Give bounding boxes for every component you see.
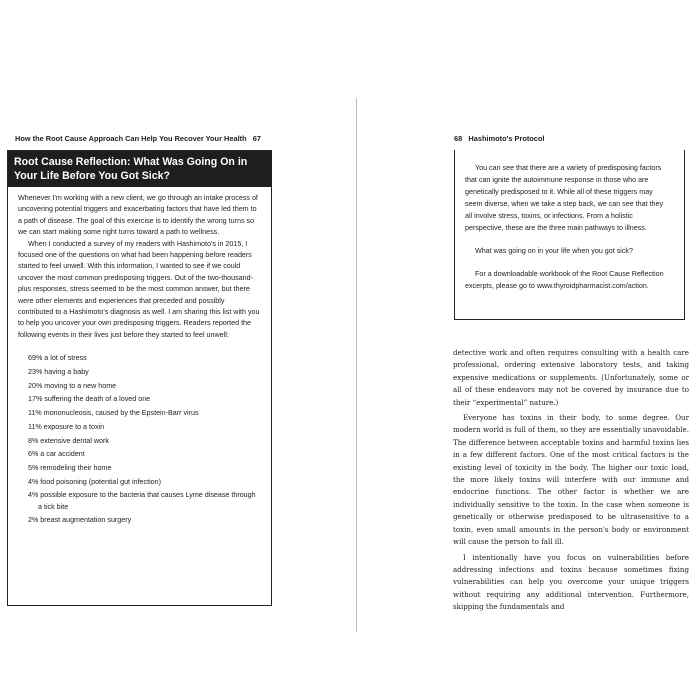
- left-running-head-title: How the Root Cause Approach Can Help You Recover Your Health: [14, 134, 247, 143]
- left-running-head: [15, 134, 261, 143]
- body-paragraph: I intentionally have you focus on vulnerabilities before addressing infections and toxins because sometimes fixing vulnerabilities can help you overcome your unique triggers without requiring any additional intervention. Furthermore, skipping the fundamentals and: [453, 552, 689, 612]
- right-page-number: 68: [454, 134, 463, 143]
- box-paragraph: For a downloadable workbook of the Root Cause Reflection excerpts, please go to www.thyroidpharmacist.com/action.: [465, 270, 664, 290]
- box-body: [8, 187, 271, 526]
- trigger-stats-list: [28, 353, 261, 526]
- list-item: 8% extensive dental work: [28, 436, 109, 445]
- list-item: 11% exposure to a toxin: [28, 422, 105, 431]
- list-item: 20% moving to a new home: [28, 381, 117, 390]
- list-item: 2% breast augmentation surgery: [28, 516, 132, 525]
- list-item: 23% having a baby: [28, 367, 89, 376]
- list-item: 6% a car accident: [28, 450, 85, 459]
- left-page-number: 67: [252, 134, 261, 143]
- right-running-head-title: Hashimoto's Protocol: [468, 134, 545, 143]
- root-cause-reflection-box: [7, 150, 272, 606]
- body-paragraph: Everyone has toxins in their body, to some degree. Our modern world is full of them, so they are essentially unavoidable. The difference between acceptable toxins and harmful toxins lies in a few different factors. One of the most critical factors is the existing level of toxicity in the body. The higher our toxic load, the more likely toxins will interfere with our immune and endocrine functions. The other factor is whether we are individually sensitive to the toxin. In the case when someone is genetically or otherwise predisposed to be ultrasensitive to a toxin, even small amounts in the person's body or environment will cause the person to fall ill.: [453, 413, 689, 547]
- box-title: Root Cause Reflection: What Was Going On in Your Life Before You Got Sick?: [8, 151, 271, 187]
- body-paragraph: detective work and often requires consulting with a health care professional, ordering extensive laboratory tests, and taking expensive medications or supplements. (Unfortunately, some or all of these endeavors may not be covered by insurance due to their “experimental” nature.): [453, 348, 689, 407]
- right-body-text: [453, 347, 689, 614]
- box-paragraph: Whenever I'm working with a new client, we go through an intake process of uncovering potential triggers and exacerbating factors that have led them to a path of disease. The goal of this exercise is to identify the wrong turns so we can start making some right turns toward a path to wellness.: [18, 194, 258, 237]
- box-paragraph: What was going on in your life when you got sick?: [475, 247, 633, 255]
- right-running-head: [454, 134, 545, 143]
- list-item: 4% possible exposure to the bacteria that causes Lyme disease through a tick bite: [28, 491, 256, 511]
- list-item: 11% mononucleosis, caused by the Epstein-Barr virus: [28, 409, 199, 418]
- box-paragraph: You can see that there are a variety of predisposing factors that can ignite the autoimmune response in those who are genetically predisposed to it. While all of these triggers may seem diverse, when we take a step back, we can see that they all involve stress, toxins, or infections. From a holistic perspective, these are the three main pathways to illness.: [465, 164, 664, 232]
- list-item: 5% remodeling their home: [28, 463, 112, 472]
- list-item: 4% food poisoning (potential gut infection): [28, 477, 161, 486]
- box-paragraph: When I conducted a survey of my readers with Hashimoto's in 2015, I focused one of the questions on what had been happening before readers started to feel unwell. With this information, I wanted to see if we could uncover the most common predisposing triggers. Out of the two-thousand-plus responses, stress seemed to be the most common answer, but there were other elements and experiences that preceded and possibly contributed to a Hashimoto's diagnosis as well. I am sharing this list with you to help you uncover your own predisposing triggers. Readers reported the following events in their lives just before they started to feel unwell:: [18, 239, 260, 339]
- list-item: 69% a lot of stress: [28, 354, 87, 363]
- reflection-box-continued: [454, 150, 685, 320]
- list-item: 17% suffering the death of a loved one: [28, 395, 151, 404]
